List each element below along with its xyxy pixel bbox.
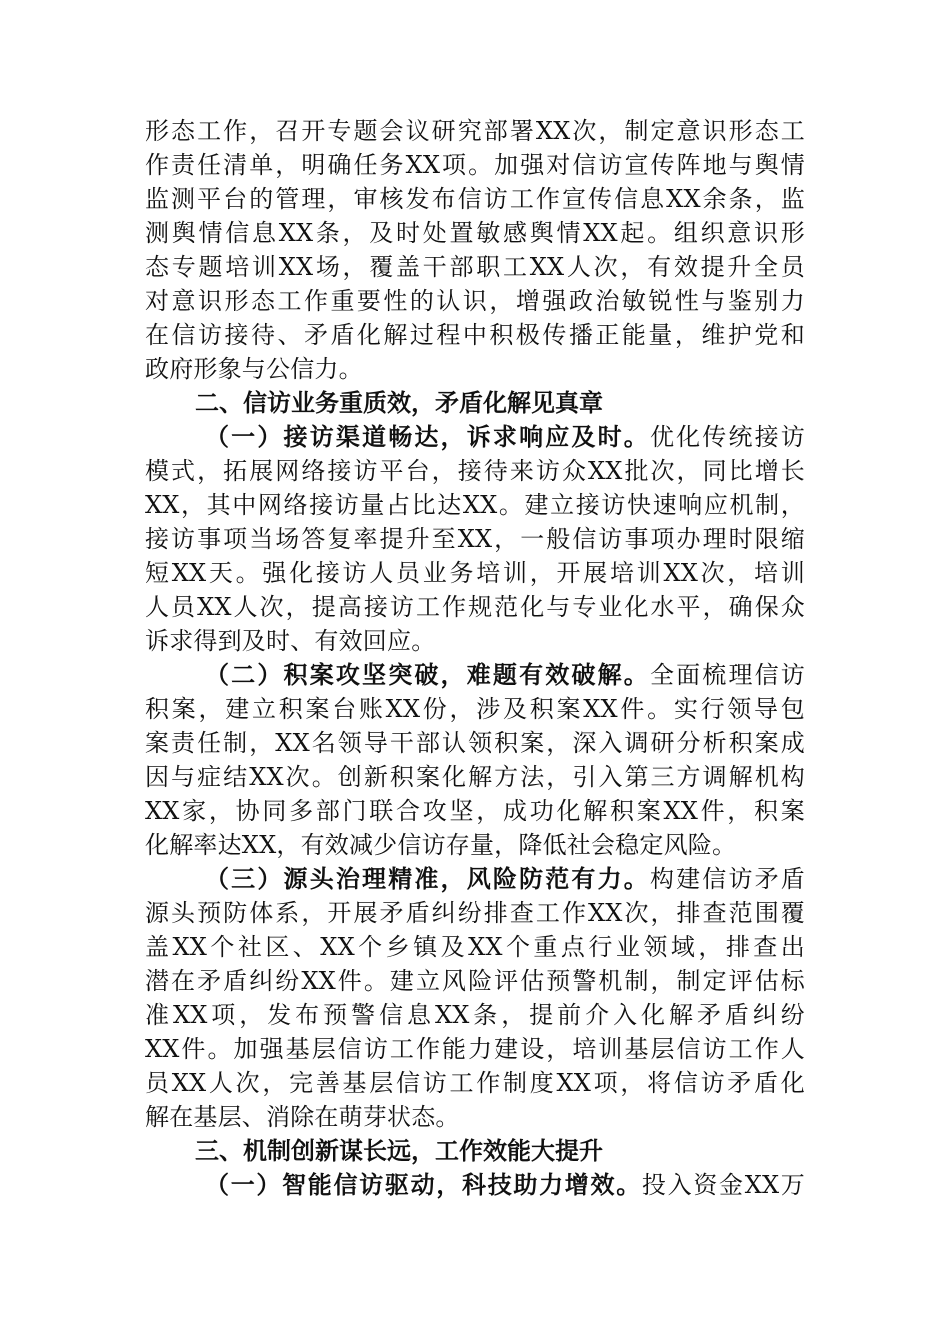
text-run: 优化传统接访 xyxy=(649,423,805,451)
text-line xyxy=(145,1168,805,1202)
subheading-3: （三）源头治理精准，风险防范有力。 xyxy=(205,865,650,893)
text-line: 态专题培训XX场，覆盖干部职工XX人次，有效提升全员 xyxy=(145,253,805,281)
text-line: XX件。加强基层信访工作能力建设，培训基层信访工作人 xyxy=(145,1035,805,1063)
text-run: 构建信访矛盾 xyxy=(649,865,805,893)
text-line: XX家，协同多部门联合攻坚，成功化解积案XX件，积案 xyxy=(145,797,805,825)
text-line xyxy=(145,658,805,692)
text-line: 测舆情信息XX条，及时处置敏感舆情XX起。组织意识形 xyxy=(145,219,805,247)
subheading-1: （一）接访渠道畅达，诉求响应及时。 xyxy=(205,423,650,451)
paragraph-sub3 xyxy=(145,862,805,1134)
text-line: 解在基层、消除在萌芽状态。 xyxy=(145,1103,460,1131)
paragraph-sub2 xyxy=(145,658,805,862)
text-line: 监测平台的管理，审核发布信访工作宣传信息XX余条，监 xyxy=(145,185,805,213)
text-line: 形态工作，召开专题会议研究部署XX次，制定意识形态工 xyxy=(145,117,805,145)
text-run: 投入资金XX万 xyxy=(641,1171,805,1199)
text-line: 人员XX人次，提高接访工作规范化与专业化水平，确保众 xyxy=(145,593,805,621)
subheading-4: （一）智能信访驱动，科技助力增效。 xyxy=(205,1171,642,1199)
paragraph-sub1 xyxy=(145,420,805,658)
section-heading-2: 二、信访业务重质效，矛盾化解见真章 xyxy=(195,389,603,417)
text-line: 积案，建立积案台账XX份，涉及积案XX件。实行领导包 xyxy=(145,695,805,723)
text-line: 化解率达XX，有效减少信访存量，降低社会稳定风险。 xyxy=(145,831,737,859)
text-line: 盖XX个社区、XX个乡镇及XX个重点行业领域，排查出 xyxy=(145,933,805,961)
text-line: 因与症结XX次。创新积案化解方法，引入第三方调解机构 xyxy=(145,763,805,791)
text-line: 案责任制，XX名领导干部认领积案，深入调研分析积案成 xyxy=(145,729,805,757)
text-line: 准XX项，发布预警信息XX条，提前介入化解矛盾纠纷 xyxy=(145,1001,805,1029)
text-line: 员XX人次，完善基层信访工作制度XX项，将信访矛盾化 xyxy=(145,1069,805,1097)
paragraph-sub4 xyxy=(145,1168,805,1202)
text-line xyxy=(145,420,805,454)
text-line: 对意识形态工作重要性的认识，增强政治敏锐性与鉴别力 xyxy=(145,287,805,315)
text-line: XX，其中网络接访量占比达XX。建立接访快速响应机制， xyxy=(145,491,805,519)
text-line: 短XX天。强化接访人员业务培训，开展培训XX次，培训 xyxy=(145,559,805,587)
text-line: 在信访接待、矛盾化解过程中积极传播正能量，维护党和 xyxy=(145,321,805,349)
text-line: 源头预防体系，开展矛盾纠纷排查工作XX次，排查范围覆 xyxy=(145,899,805,927)
subheading-2: （二）积案攻坚突破，难题有效破解。 xyxy=(205,661,650,689)
text-line: 接访事项当场答复率提升至XX，一般信访事项办理时限缩 xyxy=(145,525,805,553)
text-line: 潜在矛盾纠纷XX件。建立风险评估预警机制，制定评估标 xyxy=(145,967,805,995)
text-line: 诉求得到及时、有效回应。 xyxy=(145,627,436,655)
document-body xyxy=(145,114,805,1202)
section-heading-3: 三、机制创新谋长远，工作效能大提升 xyxy=(195,1137,603,1165)
text-line: 模式，拓展网络接访平台，接待来访众XX批次，同比增长 xyxy=(145,457,805,485)
text-line xyxy=(145,862,805,896)
text-line: 作责任清单，明确任务XX项。加强对信访宣传阵地与舆情 xyxy=(145,151,805,179)
text-line: 政府形象与公信力。 xyxy=(145,355,363,383)
paragraph-ideology xyxy=(145,114,805,386)
text-run: 全面梳理信访 xyxy=(649,661,805,689)
